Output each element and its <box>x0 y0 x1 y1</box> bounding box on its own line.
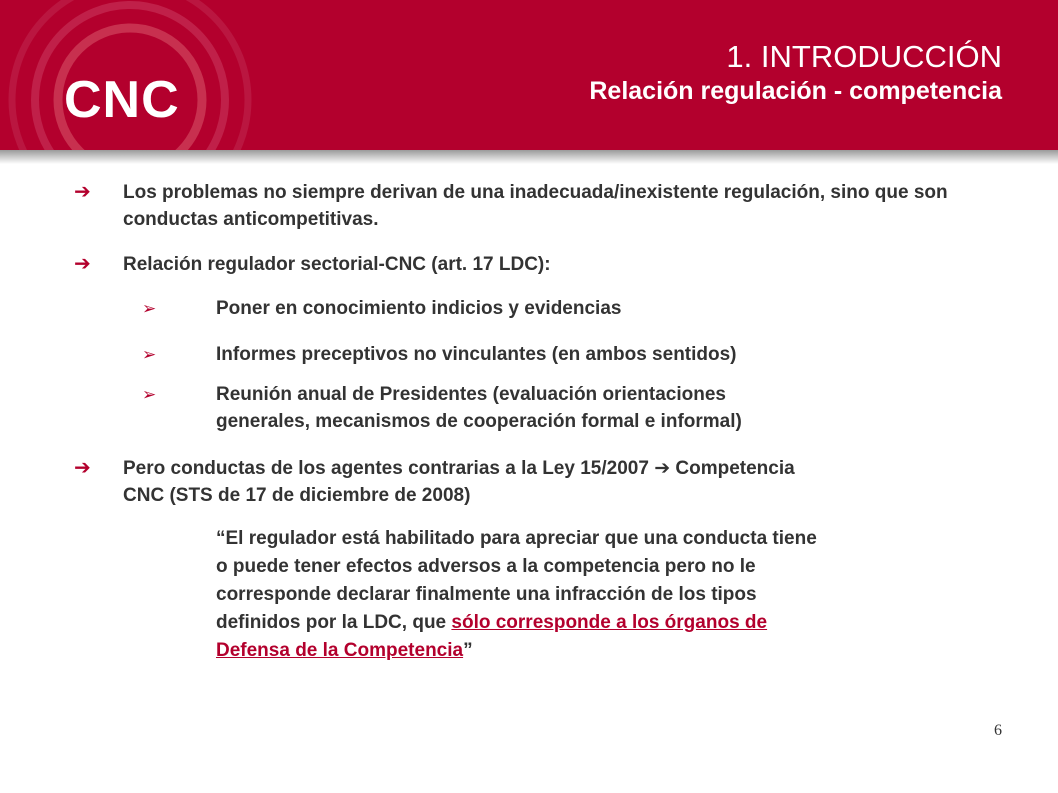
quote-line-1: “El regulador está habilitado para apreciar que una conducta tiene <box>216 528 817 549</box>
quote-closing-mark: ” <box>463 640 473 661</box>
cnc-logo: CNC <box>64 71 180 129</box>
inline-arrow-icon: ➔ <box>654 458 671 479</box>
quote-line-5 <box>216 637 1006 664</box>
quote-line-3: corresponde declarar finalmente una infracción de los tipos <box>216 584 757 605</box>
bullet-1: Los problemas no siempre derivan de una inadecuada/inexistente regulación, sino que son conductas anticompetitivas. <box>123 182 948 230</box>
header-banner <box>0 0 1058 150</box>
page-number: 6 <box>994 722 1002 739</box>
bullet-3-line-2: CNC (STS de 17 de diciembre de 2008) <box>123 485 471 506</box>
quote-line-4-plain: definidos por la LDC, que <box>216 612 452 633</box>
quote-link-part-1[interactable]: sólo corresponde a los órganos de <box>451 612 768 633</box>
sub-bullet-3-line-2: generales, mecanismos de cooperación formal e informal) <box>216 411 742 432</box>
right-arrowhead-icon: ➢ <box>142 299 157 318</box>
page-subtitle: Relación regulación - competencia <box>589 77 1002 105</box>
right-arrow-icon: ➔ <box>74 181 91 203</box>
title-block <box>589 38 1002 106</box>
quote-line-2: o puede tener efectos adversos a la competencia pero no le <box>216 556 756 577</box>
right-arrow-icon: ➔ <box>74 457 91 479</box>
quote-line-4 <box>216 609 1006 636</box>
right-arrowhead-icon: ➢ <box>142 385 157 404</box>
header-shadow <box>0 150 1058 164</box>
bullet-2: Relación regulador sectorial-CNC (art. 17 LDC): <box>123 254 551 275</box>
right-arrow-icon: ➔ <box>74 253 91 275</box>
right-arrowhead-icon: ➢ <box>142 345 157 364</box>
sub-bullet-2: Informes preceptivos no vinculantes (en ambos sentidos) <box>216 344 737 365</box>
page-title: 1. INTRODUCCIÓN <box>726 39 1002 74</box>
sub-bullet-3-line-1: Reunión anual de Presidentes (evaluación orientaciones <box>216 384 726 405</box>
bullet-3-text-after: Competencia <box>675 458 795 479</box>
bullet-3-line-1 <box>123 455 1003 482</box>
sub-bullet-1: Poner en conocimiento indicios y evidencias <box>216 298 622 319</box>
quote-link-part-2[interactable]: Defensa de la Competencia <box>216 640 464 661</box>
bullet-3-text-before: Pero conductas de los agentes contrarias a la Ley 15/2007 <box>123 458 649 479</box>
